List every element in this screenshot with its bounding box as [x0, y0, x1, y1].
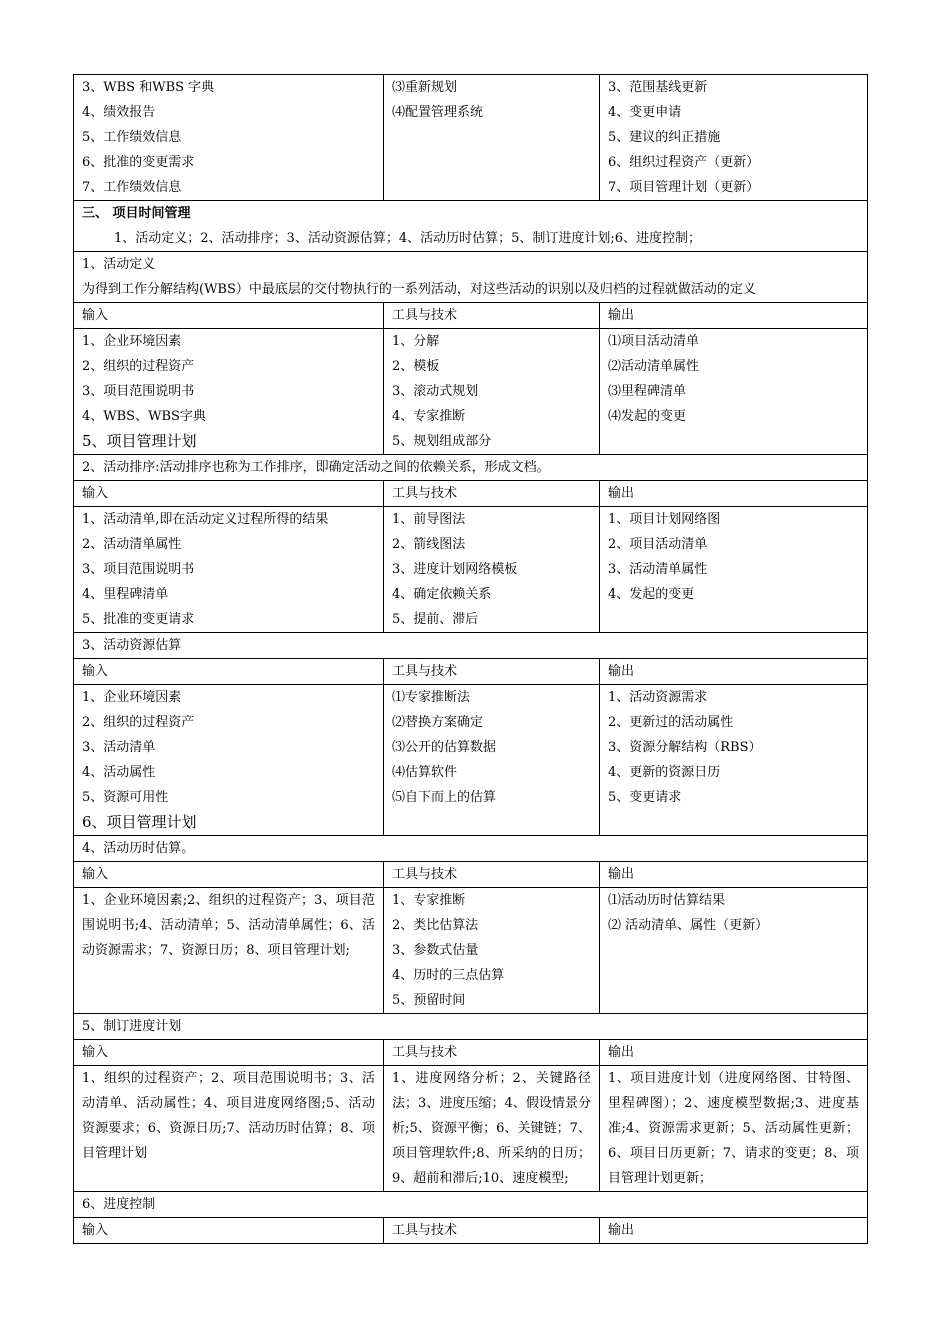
table-row [74, 329, 868, 455]
header-tools: 工具与技术 [384, 481, 600, 507]
header-tools: 工具与技术 [384, 1040, 600, 1066]
column-header-row [74, 1040, 868, 1066]
output-cell: 1、项目进度计划（进度网络图、甘特图、里程碑图）；2、速度模型数据;3、进度基准;4、资源需求更新；5、活动属性更新；6、项目日历更新；7、请求的变更；8、项目管理计划更新； [600, 1066, 868, 1192]
tools-cell: 1、进度网络分析；2、关键路径法；3、进度压缩；4、假设情景分析;5、资源平衡；6、关键链；7、项目管理软件;8、所采纳的日历；9、超前和滞后;10、速度模型; [384, 1066, 600, 1192]
column-header-row [74, 659, 868, 685]
header-output: 输出 [600, 862, 868, 888]
input-cell: 1、企业环境因素;2、组织的过程资产；3、项目范围说明书;4、活动清单；5、活动清单属性；6、活动资源需求；7、资源日历；8、项目管理计划; [74, 888, 384, 1014]
header-tools: 工具与技术 [384, 659, 600, 685]
header-output: 输出 [600, 303, 868, 329]
process-title: 2、活动排序:活动排序也称为工作排序，即确定活动之间的依赖关系，形成文档。 [74, 455, 868, 481]
output-cell: 1、项目计划网络图 2、项目活动清单 3、活动清单属性 4、发起的变更 [600, 507, 868, 633]
process-title: 3、活动资源估算 [74, 633, 868, 659]
input-cell: 1、组织的过程资产；2、项目范围说明书；3、活动清单、活动属性；4、项目进度网络图;5、活动资源要求；6、资源日历;7、活动历时估算；8、项目管理计划 [74, 1066, 384, 1192]
output-cell: ⑴项目活动清单 ⑵活动清单属性 ⑶里程碑清单 ⑷发起的变更 [600, 329, 868, 455]
process-table [73, 74, 868, 1244]
column-header-row [74, 481, 868, 507]
header-input: 输入 [74, 303, 384, 329]
section-title: 三、 项目时间管理 [82, 206, 191, 221]
table-row [74, 75, 868, 201]
header-output: 输出 [600, 1040, 868, 1066]
input-cell: 1、企业环境因素 2、组织的过程资产 3、项目范围说明书 4、WBS、WBS字典 5、项目管理计划 [74, 329, 384, 455]
document-page [73, 74, 867, 1244]
output-cell: ⑴活动历时估算结果 ⑵ 活动清单、属性（更新） [600, 888, 868, 1014]
tools-cell: 1、前导图法 2、箭线图法 3、进度计划网络模板 4、确定依赖关系 5、提前、滞后 [384, 507, 600, 633]
header-input: 输入 [74, 1218, 384, 1244]
input-cell: 1、活动清单,即在活动定义过程所得的结果 2、活动清单属性 3、项目范围说明书 4、里程碑清单 5、批准的变更请求 [74, 507, 384, 633]
header-output: 输出 [600, 659, 868, 685]
process-description: 为得到工作分解结构(WBS）中最底层的交付物执行的一系列活动，对这些活动的识别以及归档的过程就做活动的定义 [82, 282, 756, 297]
tools-cell: ⑴专家推断法 ⑵替换方案确定 ⑶公开的估算数据 ⑷估算软件 ⑸自下而上的估算 [384, 685, 600, 836]
tools-cell: 1、分解 2、模板 3、滚动式规划 4、专家推断 5、规划组成部分 [384, 329, 600, 455]
process-heading-row [74, 1192, 868, 1218]
process-title: 5、制订进度计划 [74, 1014, 868, 1040]
process-heading-row [74, 836, 868, 862]
table-row [74, 1066, 868, 1192]
process-title: 1、活动定义 [82, 257, 156, 272]
column-header-row [74, 1218, 868, 1244]
header-input: 输入 [74, 1040, 384, 1066]
section-heading-row [74, 201, 868, 252]
section-summary: 1、活动定义；2、活动排序；3、活动资源估算；4、活动历时估算；5、制订进度计划;6、进度控制； [114, 231, 702, 246]
table-row [74, 507, 868, 633]
tools-cell: ⑶重新规划 ⑷配置管理系统 [384, 75, 600, 201]
output-cell: 3、范围基线更新 4、变更申请 5、建议的纠正措施 6、组织过程资产（更新） 7、项目管理计划（更新） [600, 75, 868, 201]
process-heading-row [74, 252, 868, 303]
header-tools: 工具与技术 [384, 303, 600, 329]
column-header-row [74, 862, 868, 888]
header-tools: 工具与技术 [384, 862, 600, 888]
header-input: 输入 [74, 659, 384, 685]
process-heading-row [74, 1014, 868, 1040]
header-output: 输出 [600, 1218, 868, 1244]
process-heading-row [74, 633, 868, 659]
input-cell: 3、WBS 和WBS 字典 4、绩效报告 5、工作绩效信息 6、批准的变更需求 7、工作绩效信息 [74, 75, 384, 201]
header-input: 输入 [74, 481, 384, 507]
process-title: 6、进度控制 [74, 1192, 868, 1218]
output-cell: 1、活动资源需求 2、更新过的活动属性 3、资源分解结构（RBS） 4、更新的资源日历 5、变更请求 [600, 685, 868, 836]
table-row [74, 685, 868, 836]
process-title: 4、活动历时估算。 [74, 836, 868, 862]
table-row [74, 888, 868, 1014]
input-cell: 1、企业环境因素 2、组织的过程资产 3、活动清单 4、活动属性 5、资源可用性 6、项目管理计划 [74, 685, 384, 836]
tools-cell: 1、专家推断 2、类比估算法 3、参数式估量 4、历时的三点估算 5、预留时间 [384, 888, 600, 1014]
process-heading-row [74, 455, 868, 481]
header-output: 输出 [600, 481, 868, 507]
column-header-row [74, 303, 868, 329]
header-input: 输入 [74, 862, 384, 888]
header-tools: 工具与技术 [384, 1218, 600, 1244]
